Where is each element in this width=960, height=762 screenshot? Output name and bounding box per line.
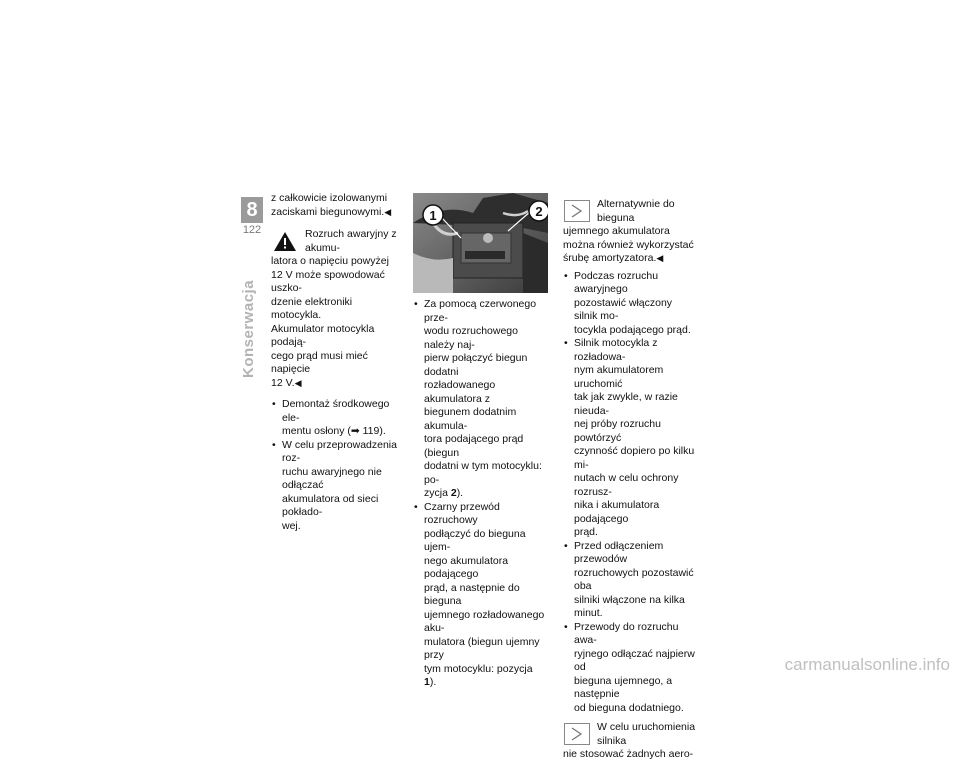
info-note-2 [563,721,697,762]
end-mark-icon: ◀ [656,253,664,263]
page-ref-link[interactable]: 119 [362,425,380,437]
list-item: • Za pomocą czerwonego prze- wodu rozruchowego należy naj- pierw połączyć biegun dodatni rozładowanego akumulatora z biegunem dodatnim akumula- tora podającego prąd (biegun dodatni w tym motocyklu: po- zycja 2). [413,298,545,501]
end-mark-icon: ◀ [294,377,302,388]
callout-label-2: 2 [535,204,543,219]
position-ref: 2 [450,487,457,499]
chapter-title: Konserwacja [240,279,257,378]
list-item: • W celu przeprowadzenia roz- ruchu awaryjnego nie odłączać akumulatora od sieci pokłado- wej. [271,439,401,534]
list-item: • Czarny przewód rozruchowy podłączyć do bieguna ujem- nego akumulatora podającego prąd, a następnie do bieguna ujemnego rozładowanego aku- mulatora (biegun ujemny przy tym motocyklu: pozycja 1). [413,501,545,690]
list-item: • Podczas rozruchu awaryjnego pozostawić włączony silnik mo- tocykla podającego prąd. [563,270,697,338]
list-item: • Silnik motocykla z rozładowa- nym akumulatorem uruchomić tak jak zwykle, w razie nieuda- nej próby rozruchu powtórzyć czynność dopiero po kilku mi- nutach w celu ochrony rozrusz- nika i akumulatora podającego prąd. [563,337,697,540]
watermark: carmanualsonline.info [784,655,950,674]
list-item: • Przed odłączeniem przewodów rozruchowych pozostawić oba silniki włączone na kilka minut. [563,540,697,621]
bullet-list-1 [271,398,401,533]
callout-label-1: 1 [429,208,437,223]
battery-photo [413,193,548,293]
warning-note [271,228,401,390]
list-item: • Demontaż środkowego ele- mentu osłony (➡ 119). [271,398,401,439]
text-column-2 [413,298,545,690]
info-note-1 [563,198,697,266]
warning-triangle-icon [271,229,299,253]
note-text: Alternatywnie do bieguna ujemnego akumulatora można również wykorzystać śrubę amortyzatora.◀ [563,198,694,264]
chapter-number: 8 [241,197,263,223]
page-number: 122 [242,224,262,236]
text-column-1 [271,192,401,533]
end-mark-icon: ◀ [384,206,392,217]
warning-text: Rozruch awaryjny z akumu- latora o napięciu powyżej 12 V może spowodować uszko- dzenie elektroniki motocykla. Akumulator motocykla podają- cego prąd musi mieć napięcie 12 V.◀ [271,228,397,389]
text-column-3 [563,198,697,762]
note-text: W celu uruchomienia silnika nie stosować żadnych aero- [563,721,696,760]
bullet-list-2 [413,298,545,690]
note-triangle-icon [563,199,591,223]
intro-text: z całkowicie izolowanymi zaciskami biegunowymi.◀ [271,192,392,218]
note-triangle-icon [563,722,591,746]
position-ref: 1 [424,676,430,688]
bullet-list-3 [563,270,697,716]
battery-illustration [413,193,548,293]
list-item: • Przewody do rozruchu awa- ryjnego odłączać najpierw od bieguna ujemnego, a następnie od bieguna dodatniego. [563,621,697,716]
page-ref-arrow-icon: ➡ [350,425,360,437]
